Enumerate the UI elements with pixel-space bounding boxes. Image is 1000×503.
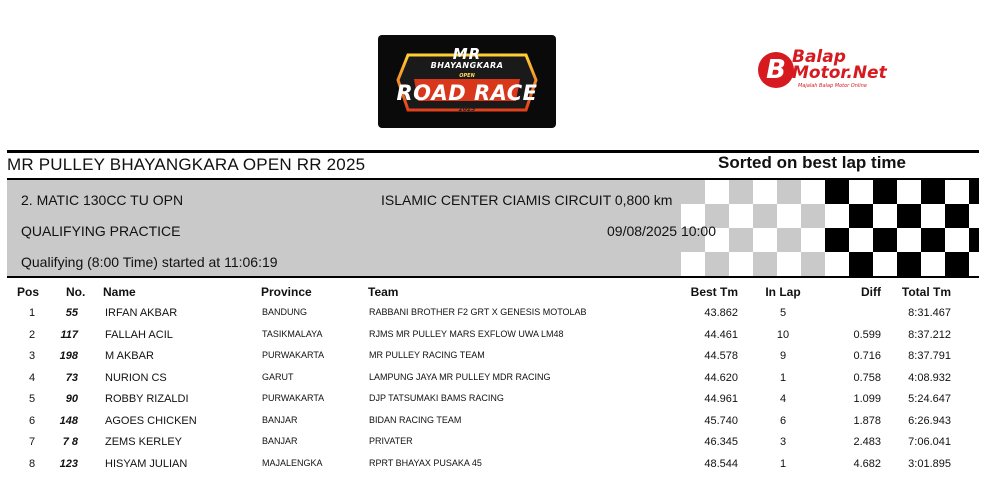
cell-diff: 1.878 xyxy=(853,414,881,427)
checker-square xyxy=(897,204,921,228)
cell-inlap: 5 xyxy=(779,307,787,319)
cell-total: 8:37.791 xyxy=(908,350,951,362)
cell-diff: 0.716 xyxy=(853,350,881,362)
cell-name: ZEMS KERLEY xyxy=(105,436,183,448)
cell-no: 90 xyxy=(65,393,78,405)
cell-total: 7:06.041 xyxy=(908,436,951,448)
cell-team: RABBANI BROTHER F2 GRT X GENESIS MOTOLAB xyxy=(369,307,587,317)
table-row xyxy=(0,329,1000,345)
checker-square xyxy=(921,204,945,228)
cell-best: 44.961 xyxy=(704,393,738,405)
cell-pos: 1 xyxy=(28,307,36,319)
sort-note: Sorted on best lap time xyxy=(718,153,906,172)
checker-square xyxy=(753,228,777,252)
checker-square xyxy=(729,252,753,276)
cell-name: IRFAN AKBAR xyxy=(105,307,178,319)
cell-no: 123 xyxy=(59,457,78,470)
checker-square xyxy=(849,252,873,276)
cell-diff: 0.599 xyxy=(853,328,881,341)
site-logo-badge: B xyxy=(758,52,794,88)
checker-square xyxy=(945,228,969,252)
cell-inlap: 1 xyxy=(779,371,787,384)
checker-square xyxy=(825,252,849,276)
cell-total: 8:31.467 xyxy=(908,307,951,319)
cell-name: HISYAM JULIAN xyxy=(105,457,188,470)
checker-square xyxy=(849,180,873,204)
cell-no: 73 xyxy=(65,371,78,384)
cell-best: 48.544 xyxy=(704,457,738,470)
cell-inlap: 1 xyxy=(779,457,787,470)
cell-pos: 3 xyxy=(28,350,36,362)
session-info-box xyxy=(7,178,979,278)
checker-square xyxy=(873,228,897,252)
event-title: MR PULLEY BHAYANGKARA OPEN RR 2025 xyxy=(7,155,366,174)
col-no: No. xyxy=(66,285,86,299)
cell-best: 43.862 xyxy=(704,307,738,319)
checker-square xyxy=(921,252,945,276)
checker-square xyxy=(897,228,921,252)
checker-square xyxy=(969,252,979,276)
cell-no: 55 xyxy=(65,307,78,319)
cell-team: DJP TATSUMAKI BAMS RACING xyxy=(369,393,504,403)
checker-square xyxy=(729,204,753,228)
cell-pos: 7 xyxy=(28,436,36,448)
cell-pos: 2 xyxy=(28,328,36,341)
event-logo-road-race: ROAD RACE xyxy=(396,81,538,105)
cell-inlap: 9 xyxy=(779,350,787,362)
cell-total: 6:26.943 xyxy=(908,414,951,427)
event-logo-open: OPEN xyxy=(459,73,475,79)
col-diff: Diff xyxy=(861,285,881,299)
cell-team: RPRT BHAYAX PUSAKA 45 xyxy=(369,457,482,468)
checker-square xyxy=(825,204,849,228)
cell-total: 5:24.647 xyxy=(908,393,951,405)
cell-diff: 4.682 xyxy=(853,457,881,470)
table-header xyxy=(0,285,1000,303)
table-row xyxy=(0,415,1000,431)
cell-no: 7 8 xyxy=(62,436,78,448)
cell-pos: 4 xyxy=(28,371,36,384)
cell-inlap: 3 xyxy=(779,436,787,448)
site-logo xyxy=(758,48,938,100)
checker-square xyxy=(897,180,921,204)
cell-province: TASIKMALAYA xyxy=(262,328,323,339)
cell-diff: 2.483 xyxy=(853,436,881,448)
checker-square xyxy=(969,204,979,228)
cell-name: NURION CS xyxy=(105,371,167,384)
cell-total: 3:01.895 xyxy=(908,457,951,470)
col-province: Province xyxy=(261,285,312,299)
cell-team: PRIVATER xyxy=(369,436,413,446)
cell-inlap: 4 xyxy=(779,393,787,405)
event-logo-year: 2025 xyxy=(458,106,476,113)
checker-square xyxy=(801,228,825,252)
cell-province: PURWAKARTA xyxy=(262,393,325,403)
col-team: Team xyxy=(368,285,399,299)
table-row xyxy=(0,307,1000,323)
table-row xyxy=(0,350,1000,366)
checker-square xyxy=(825,180,849,204)
cell-diff: 1.099 xyxy=(853,393,881,405)
checker-square xyxy=(825,228,849,252)
checker-square xyxy=(801,180,825,204)
checker-square xyxy=(873,204,897,228)
event-logo xyxy=(378,35,556,128)
col-best: Best Tm xyxy=(690,285,738,299)
cell-name: FALLAH ACIL xyxy=(105,328,173,341)
cell-name: ROBBY RIZALDI xyxy=(105,393,189,405)
event-logo-bhayangkara: BHAYANGKARA xyxy=(430,61,504,70)
cell-province: BANJAR xyxy=(262,414,298,425)
cell-pos: 8 xyxy=(28,457,36,470)
cell-no: 148 xyxy=(59,414,78,427)
cell-province: BANJAR xyxy=(262,436,298,446)
cell-diff: 0.758 xyxy=(853,371,881,384)
col-total: Total Tm xyxy=(901,285,951,299)
cell-best: 44.578 xyxy=(704,350,738,362)
checker-square xyxy=(969,228,979,252)
cell-best: 45.740 xyxy=(704,414,738,427)
cell-pos: 5 xyxy=(28,393,36,405)
cell-pos: 6 xyxy=(28,414,36,427)
table-row xyxy=(0,436,1000,452)
site-logo-tagline: Majalah Balap Motor Online xyxy=(798,83,867,89)
col-inlap: In Lap xyxy=(765,285,801,299)
checker-square xyxy=(873,252,897,276)
checkered-flag-pattern xyxy=(681,180,979,276)
checker-square xyxy=(849,228,873,252)
col-pos: Pos xyxy=(17,285,40,299)
col-name: Name xyxy=(103,285,136,299)
checker-square xyxy=(777,204,801,228)
checker-square xyxy=(753,180,777,204)
checker-square xyxy=(945,252,969,276)
cell-team: RJMS MR PULLEY MARS EXFLOW UWA LM48 xyxy=(369,328,564,339)
checker-square xyxy=(777,252,801,276)
checker-square xyxy=(681,252,705,276)
class-name: 2. MATIC 130CC TU OPN xyxy=(21,192,184,208)
event-logo-mr: MR xyxy=(452,45,482,63)
circuit-name: ISLAMIC CENTER CIAMIS CIRCUIT 0,800 km xyxy=(381,192,673,208)
table-row xyxy=(0,458,1000,474)
checker-square xyxy=(705,180,729,204)
cell-name: M AKBAR xyxy=(105,350,154,362)
cell-inlap: 10 xyxy=(776,328,790,341)
checker-square xyxy=(969,180,979,204)
cell-province: MAJALENGKA xyxy=(262,457,323,468)
checker-square xyxy=(945,204,969,228)
cell-team: LAMPUNG JAYA MR PULLEY MDR RACING xyxy=(369,371,551,382)
cell-no: 117 xyxy=(60,328,78,341)
cell-best: 44.461 xyxy=(704,328,738,341)
checker-square xyxy=(897,252,921,276)
checker-square xyxy=(849,204,873,228)
checker-square xyxy=(921,180,945,204)
cell-inlap: 6 xyxy=(779,414,787,427)
session-name: QUALIFYING PRACTICE xyxy=(21,223,181,239)
cell-best: 46.345 xyxy=(704,436,738,448)
cell-team: BIDAN RACING TEAM xyxy=(369,414,462,425)
checker-square xyxy=(921,228,945,252)
cell-province: BANDUNG xyxy=(262,307,308,317)
checker-square xyxy=(873,180,897,204)
cell-team: MR PULLEY RACING TEAM xyxy=(369,350,485,360)
cell-best: 44.620 xyxy=(704,371,738,384)
session-start: Qualifying (8:00 Time) started at 11:06:19 xyxy=(21,254,278,270)
table-row xyxy=(0,393,1000,409)
site-logo-name: Balap Motor.Net xyxy=(792,47,887,83)
cell-total: 4:08.932 xyxy=(908,371,951,384)
cell-total: 8:37.212 xyxy=(908,328,951,341)
cell-province: PURWAKARTA xyxy=(262,350,325,360)
cell-no: 198 xyxy=(59,350,78,362)
session-datetime: 09/08/2025 10:00 xyxy=(607,223,716,239)
cell-province: GARUT xyxy=(262,371,294,382)
checker-square xyxy=(945,180,969,204)
cell-name: AGOES CHICKEN xyxy=(105,414,197,427)
table-row xyxy=(0,372,1000,388)
